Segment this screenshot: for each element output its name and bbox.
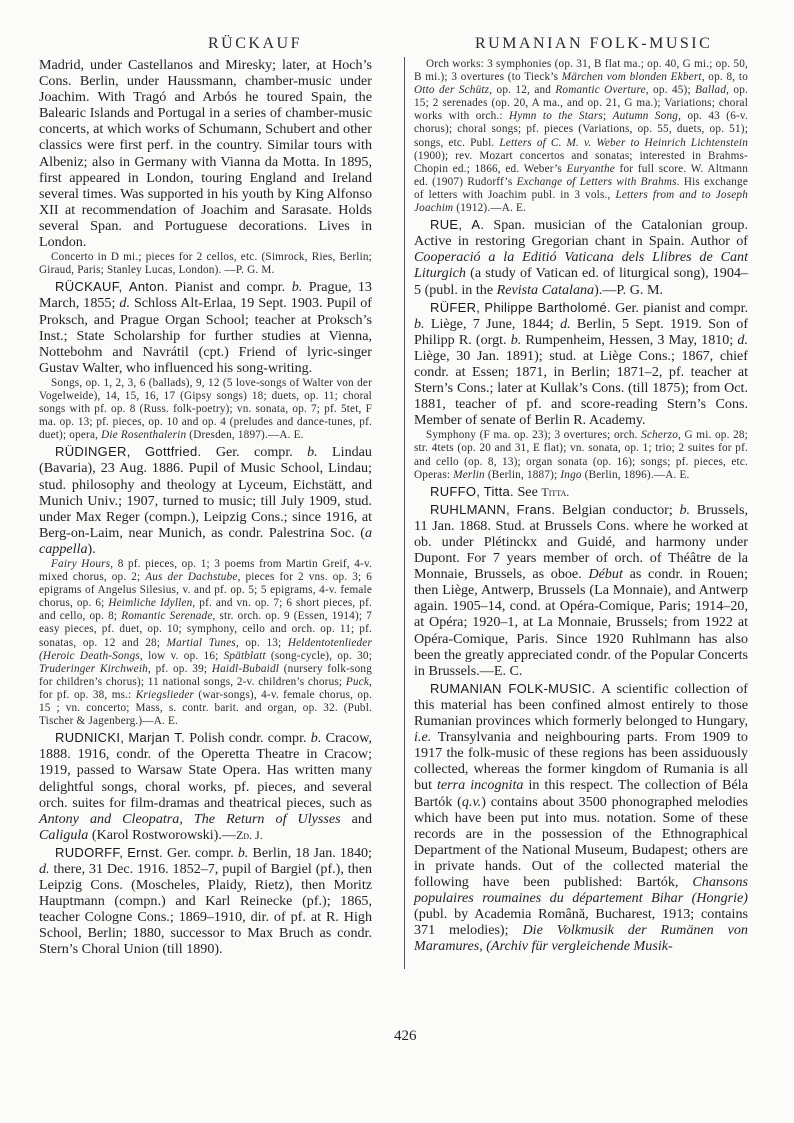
works-text: , 8 pf. pieces, op. 1; 3 poems from Martin Greif, 4-v. mixed chorus, op. 2; [39, 558, 373, 584]
headword: RUMANIAN FOLK-MUSIC. [430, 680, 596, 696]
work-title: Puck [345, 675, 369, 688]
works-text: , low v. op. 16; [139, 649, 224, 662]
work-title: Exchange of Letters with Brahms [516, 175, 677, 188]
works-text: (song-cycle), op. 30; [265, 649, 373, 662]
page-number: 426 [394, 1028, 417, 1044]
works-text: for full score. W. Altmann ed. (1907) Rudorff’s [414, 162, 749, 188]
works-text: , G mi. op. 28; str. 4tets (op. 20 and 31, E flat); vn. sonata, op. 1; trio; 2 suites for pf. and cello (op. 8, 13); organ sonata (op. 16); songs; pf. pieces, etc. Operas: [414, 429, 748, 481]
works-text: , pf. and vn. op. 7; 6 short pieces, pf. and cello, op. 8; [39, 597, 372, 623]
works-text: , pf. op. 39; [147, 662, 212, 675]
work-title: Letters from and to Joseph Joachim [414, 188, 748, 215]
work-title: Euryanthe [566, 162, 615, 175]
column-divider [404, 57, 405, 969]
work-title: Spätblatt [223, 649, 266, 662]
headword: RUE, [430, 217, 463, 233]
headword: RUFFO, [430, 483, 481, 499]
works-text: Orch works: 3 symphonies (op. 31, B flat ma.; op. 40, G mi.; op. 50, B mi.); 3 overtures (to Tieck’s [414, 58, 748, 84]
work-title: Ballad [695, 84, 727, 97]
works-text: , op. 8, to [701, 71, 748, 84]
work-title: Kriegslieder [135, 688, 195, 701]
cross-reference: Titta. [541, 484, 570, 499]
work-title: Otto der Schütz [414, 84, 490, 97]
headword: RUDORFF, [55, 844, 124, 860]
work-title: Heldentotenlieder (Heroic Death-Songs [39, 636, 373, 662]
works-list [39, 558, 372, 728]
work-title: Ingo [560, 468, 582, 481]
works-text: , pieces for 2 vns. op. 3; 6 epigrams of Angelus Silesius, v. and pf. op. 5; 5 epigrams, 4-v. female chorus, op. 6; [39, 571, 372, 610]
works-list [414, 58, 748, 215]
work-title: Märchen vom blonden Ekbert [561, 71, 702, 84]
work-title: Letters of C. M. v. Weber to Heinrich Lichtenstein [499, 136, 748, 149]
entry-rudinger: RÜDINGER, Gottfried. Ger. compr. b. Lindau (Bavaria), 23 Aug. 1886. Pupil of Music School, Lindau; stud. philosophy and theology at Lyceum, Eichstätt, and Munich Univ.; 1907, turned to music; till July 1909, stud. under Max Reger (compn.), Leipzig Cons.; since 1916, at Berg-on-Laim, near Munich, as condr. Palestrina Soc. (a cappella). [39, 444, 372, 557]
works-text: , op. 43 (6-v. chorus); choral songs; pf. pieces (Variations, op. 55, duets, op. 51); songs, etc. Publ. [414, 110, 748, 149]
entry-rudnicki: RUDNICKI, Marjan T. Polish condr. compr. b. Cracow, 1888. 1916, condr. of the Operetta Theatre in Cracow; 1919, passed to Warsaw State Opera. Has written many delightful songs, choral works, pf. pieces, and several orch. suites for film-dramas and theatrical pieces, such as Antony and Cleopatra, The Return of Ulysses and Caligula (Karol Rostworowski).—Zd. J. [39, 730, 373, 843]
works-list: Concerto in D mi.; pieces for 2 cellos, etc. (Simrock, Ries, Berlin; Giraud, Paris; Stanley Lucas, London). —P. G. M. [39, 251, 372, 277]
work-title: Autumn Song [612, 110, 679, 123]
works-text: , for pf. op. 38, ms.: [39, 675, 372, 701]
works-text: (Berlin, 1896).—A. E. [581, 468, 690, 481]
work-title: Merlin [453, 468, 485, 481]
work-title: Hymn to the Stars [509, 110, 603, 123]
work-title: Romantic Overture [555, 84, 646, 97]
entry-ruckauf: RÜCKAUF, Anton. Pianist and compr. b. Prague, 13 March, 1855; d. Schloss Alt-Erlaa, 19 Sept. 1903. Pupil of Proksch, and Prague Organ School; teacher at Proksch’s Inst.; State Scholarship for further studies at Vienna, Nottebohm and Navrátil (cpt.) Friend of lyric-singer Gustav Walter, who influenced his song-writing. [39, 279, 372, 376]
headword: RUDNICKI, [55, 730, 125, 746]
work-title: Romantic Serenade [121, 610, 213, 623]
headword: RÜFER, [430, 299, 481, 315]
work-title: Aus der Dachstube [145, 571, 238, 584]
works-text: , op. 45); [645, 84, 696, 97]
running-head-right: RUMANIAN FOLK-MUSIC [475, 35, 713, 52]
headword: RÜCKAUF, [55, 279, 123, 295]
left-column [39, 57, 372, 958]
works-text: , op. 15; 2 serenades (op. 20, A ma., and op. 21, G ma.); Variations; choral works with orch.: [414, 84, 749, 123]
entry-ruhlmann: RUHLMANN, Frans. Belgian conductor; b. Brussels, 11 Jan. 1868. Stud. at Brussels Cons. where he worked at ob. under Plétinckx and Guidé, and harmony under Dupont. For 7 years member of orch. of Théâtre de la Monnaie, Brussels, as oboe. Début as condr. in Rouen; then Liège, Antwerp, Brussels (La Monnaie), and Antwerp again. 1905–14, cond. at Opéra-Comique, Paris; 1914–20, at Opéra; 1920–1, at La Monnaie, Brussels; from 1922 at Opéra-Comique, Paris. Since 1920 Ruhlmann has also been the greatly appreciated condr. of the Popular Concerts in Brussels.—E. C. [414, 501, 748, 679]
entry-rufer: RÜFER, Philippe Bartholomé. Ger. pianist and compr. b. Liège, 7 June, 1844; d. Berlin, 5 Sept. 1919. Son of Philipp R. (orgt. b. Rumpenheim, Hessen, 3 May, 1810; d. Liège, 30 Jan. 1891); stud. at Liège Cons.; 1867, chief condr. at Essen; 1871, in Berlin; 1871–2, pf. teacher at Stern’s Cons.; later at Kullak’s Cons. (till 1875); from Oct. 1881, teacher of pf. and score-reading Stern’s Cons. Member of senate of Berlin R. Academy. [414, 299, 749, 429]
works-text: , op. 13; [235, 636, 288, 649]
work-title: Scherzo [641, 429, 678, 442]
headword: RUHLMANN, [430, 501, 510, 517]
entry-rudorff: RUDORFF, Ernst. Ger. compr. b. Berlin, 18 Jan. 1840; d. there, 31 Dec. 1916. 1852–7, pupil of Bargiel (pf.), then Leipzig Cons. (Moscheles, Plaidy, Rietz), then Moritz Hauptmann (compn.) and Karl Reinecke (pf.); 1865, teacher Cologne Cons.; 1869–1910, dir. of pf. at R. High School, Berlin; 1880, successor to Max Bruch as condr. Stern’s Choral Union (till 1890). [39, 844, 372, 958]
headword: RÜDINGER, [55, 444, 131, 460]
works-list: Songs, op. 1, 2, 3, 6 (ballads), 9, 12 (5 love-songs of Walter von der Vogelweide), 14, 15, 16, 17 (Gipsy songs) 18; duets, op. 11; choral songs with pf. op. 8 (Russ. folk-poetry); vn. sonata, op. 7; pf. 5tet, F ma. op. 13; pf. pieces, op. 10 and op. 4 (preludes and dance-tunes, pf. duet); opera, Die Rosenthalerin (Dresden, 1897).—A. E. [39, 376, 372, 442]
works-list [414, 429, 748, 481]
work-title: Fairy Hours [51, 558, 111, 570]
works-text: , str. orch. op. 9 (Essen, 1914); 7 easy pieces, pf. duet, op. 10; symphony, cello and orch. op. 11; pf. sonatas, op. 12 and 28; [39, 610, 372, 649]
entry-continuation: Madrid, under Castellanos and Miresky; later, at Hoch’s Cons. Berlin, under Haussmann, chamber-music under Joachim. With Tragó and Arbós he toured Spain, the Balearic Islands and Portugal in a series of chamber-music concerts, at which works of Schumann, Schubert and other classics were first perf. in the country. Similar tours with Albeniz; also in Germany with Vianna da Motta. In 1895, first appeared in London, touring England and Ireland several times. Was supported in his youth by King Alfonso XII at recommendation of Joachim and Sarasate. Holds several Span. and Portuguese decorations. Lives in London. [39, 57, 372, 251]
work-title: Truderinger Kirchweih [39, 662, 148, 675]
works-text: , op. 12, and [489, 84, 556, 97]
works-text: (1912).—A. E. [453, 202, 527, 215]
entry-ruffo: RUFFO, Titta. See Titta. [430, 483, 570, 500]
works-text: Symphony (F ma. op. 23); 3 overtures; orch. [426, 429, 642, 442]
entry-rue: RUE, A. Span. musician of the Catalonian group. Active in restoring Gregorian chant in Spain. Author of Cooperació a la Editió Vaticana dels Llibres de Cant Liturgich (a study of Vatican ed. of liturgical song), 1904–5 (publ. in the Revista Catalana).—P. G. M. [414, 217, 748, 298]
right-column [414, 57, 748, 954]
work-title: Haidl-Bubaidl [211, 662, 280, 675]
works-text: . His exchange of letters with Joachim publ. in 3 vols., [414, 175, 748, 201]
work-title: Martial Tunes [166, 636, 236, 649]
works-text: (1900); rev. Mozart concertos and sonatas; interested in Brahms-Chopin ed.; 1866, ed. Weber’s [414, 149, 748, 175]
entry-rumanian-folk-music: RUMANIAN FOLK-MUSIC. A scientific collection of this material has been confined almost entirely to those Rumanian provinces which formerly belonged to Hungary, i.e. Transylvania and neighbouring parts. From 1909 to 1917 the folk-music of these regions has been assiduously collected, whereas the former kingdom of Rumania is all but terra incognita in this respect. The collection of Béla Bartók (q.v.) contains about 3500 phonographed melodies which have been put into mus. notation. Some of these records are in the possession of the Ethnographical Department of the National Museum, Budapest; others are in private hands. Out of the collected material the following have been published: Bartók, Chansons populaires roumaines du département Bihar (Hongrie) (publ. by Academia Română, Bucharest, 1913; contains 371 melodies); Die Volkmusik der Rumänen von Maramures, (Archiv für vergleichende Musik- [414, 680, 749, 955]
works-text: (Berlin, 1887); [484, 468, 561, 481]
works-text: (war-songs), 4-v. female chorus, op. 15 ; vn. concerto; Mass, s. contr. barit. and organ, op. 32. (Publ. Tischer & Jagenberg.)—A. E. [39, 688, 373, 728]
running-head-left: RÜCKAUF [208, 35, 302, 52]
works-text: ; [602, 110, 613, 123]
works-text: (nursery folk-song for children’s chorus); 11 national songs, 2-v. children’s chorus; [39, 662, 372, 688]
work-title: Heimliche Idyllen [108, 597, 193, 610]
